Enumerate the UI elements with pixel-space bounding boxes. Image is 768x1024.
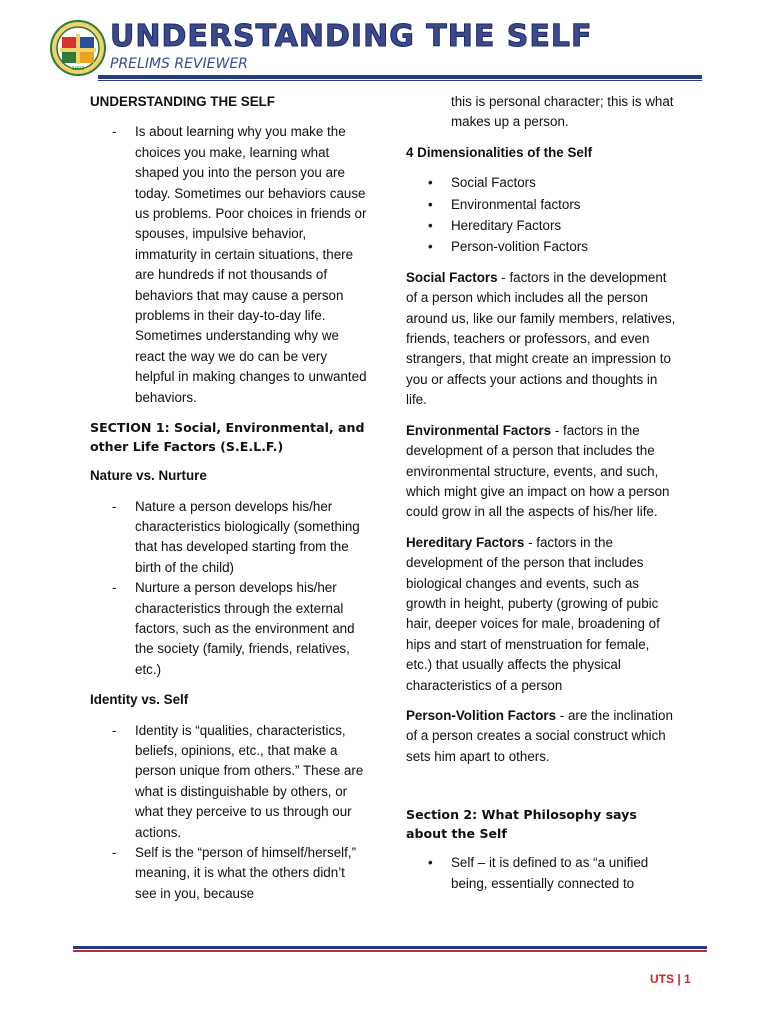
nature-list [90, 497, 370, 681]
school-logo [50, 20, 106, 76]
dimensions-list [406, 173, 678, 258]
list-item: • Self – it is defined to as “a unified being, essentially connected to [428, 855, 649, 891]
list-item: • Environmental factors [428, 196, 581, 212]
list-item: • Social Factors [428, 175, 536, 191]
list-item: • Person-volition Factors [428, 239, 588, 255]
heading-dimensionalities: 4 Dimensionalities of the Self [406, 144, 593, 160]
svg-text:1993: 1993 [71, 66, 85, 72]
person-volition-paragraph: Person-Volition Factors - are the inclination of a person creates a social construct which sets him apart to others. [406, 707, 673, 764]
section-2-heading: Section 2: What Philosophy says about the Self [406, 807, 637, 842]
page-subtitle: PRELIMS REVIEWER [110, 56, 248, 72]
continued-text: this is personal character; this is what makes up a person. [451, 94, 674, 130]
footer-rule [73, 946, 707, 949]
philosophy-list [406, 853, 678, 894]
hereditary-factors-paragraph: Hereditary Factors - factors in the development of the person that includes biological changes and events, such as growth in height, puberty (growing of pubic hair, deeper voices for male, broadening of hips and start of menstruation for female, etc.) that usually affects the physical characteristics of a person [406, 534, 660, 693]
left-column [90, 92, 370, 914]
identity-list [90, 721, 370, 905]
list-item: - Nature a person develops his/her characteristics biologically (something that has developed starting from the birth of the child) [112, 498, 360, 575]
environmental-factors-paragraph: Environmental Factors - factors in the development of a person that includes the environmental structure, events, and such, which might give an impact on how a person could grow in all the aspects of his/her life. [406, 422, 670, 520]
header-rule [98, 75, 702, 79]
section-1-heading: SECTION 1: Social, Environmental, and other Life Factors (S.E.L.F.) [90, 420, 365, 455]
social-factors-paragraph: Social Factors - factors in the development of a person which includes all the person around us, like our family members, relatives, friends, teachers or professors, and even strangers, that might create an impression to you or affects your actions and thoughts in life. [406, 269, 676, 408]
footer-rule-red [73, 950, 707, 952]
list-item: - Nurture a person develops his/her characteristics through the external factors, such as the environment and the society (family, friends, relatives, etc.) [112, 580, 355, 677]
intro-list [90, 122, 370, 408]
list-item: - Is about learning why you make the choices you make, learning what shaped you into the person you are today. Sometimes our behaviors cause us problems. Poor choices in friends or spouses, impulsive behavior, immaturity in certain situations, there are hundreds if not thousands of behaviors that may cause a person problems in their day-to-day life. Sometimes understanding why we react the way we do can be very helpful in making changes to unwanted behaviors. [112, 124, 367, 405]
heading-understanding-self: UNDERSTANDING THE SELF [90, 94, 275, 109]
list-item: - Identity is “qualities, characteristics, beliefs, opinions, etc., that make a person unique from others.” These are what is distinguishable by others, or what they perceive to us through our actions. [112, 722, 364, 840]
page-title: UNDERSTANDING THE SELF [110, 19, 593, 54]
heading-nature-nurture: Nature vs. Nurture [90, 468, 207, 484]
list-item: - Self is the “person of himself/herself,” meaning, it is what the others didn’t see in you, because [112, 845, 357, 901]
heading-identity-self: Identity vs. Self [90, 692, 189, 708]
list-item: • Hereditary Factors [428, 218, 562, 234]
header-rule-thin [98, 80, 702, 81]
right-column [406, 92, 678, 904]
page-number: UTS | 1 [650, 972, 691, 986]
